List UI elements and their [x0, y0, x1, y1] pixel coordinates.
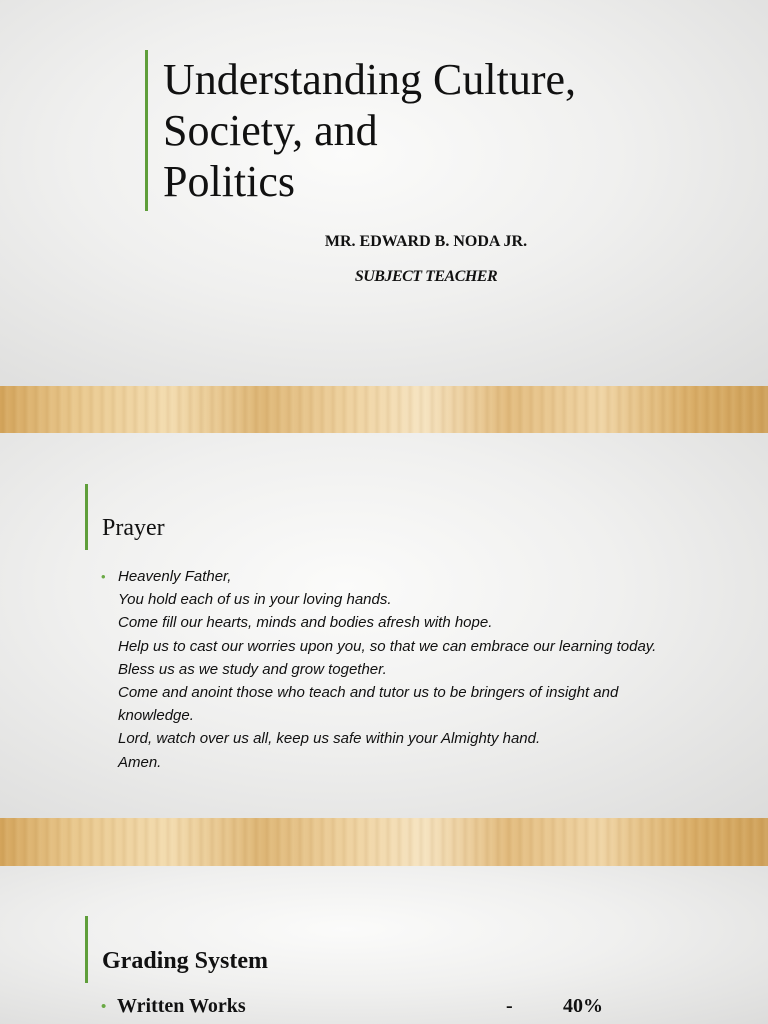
prayer-slide	[0, 433, 768, 818]
grade-item	[101, 995, 661, 1024]
slide-divider	[0, 386, 768, 433]
prayer-text	[101, 565, 721, 774]
title-accent-bar	[145, 50, 148, 211]
title-line: Understanding Culture,	[163, 55, 577, 104]
grading-heading: Grading System	[102, 948, 269, 974]
prayer-line: Help us to cast our worries upon you, so that we can embrace our learning today.	[118, 637, 657, 655]
grading-slide	[0, 866, 768, 1024]
prayer-line: Come fill our hearts, minds and bodies afresh with hope.	[118, 614, 493, 632]
slide-divider	[0, 818, 768, 866]
teacher-role: SUBJECT TEACHER	[354, 268, 498, 285]
title-slide	[0, 0, 768, 386]
bullet-icon: •	[101, 998, 107, 1015]
grade-percent: 40%	[563, 995, 603, 1017]
prayer-accent-bar	[85, 484, 88, 550]
title-line: Society, and	[163, 106, 378, 155]
prayer-line: Amen.	[118, 753, 162, 771]
prayer-heading: Prayer	[102, 515, 165, 541]
presentation-title	[163, 54, 723, 207]
title-line: Politics	[163, 157, 296, 206]
teacher-name: MR. EDWARD B. NODA JR.	[324, 233, 528, 250]
prayer-line: Come and anoint those who teach and tutor us to be bringers of insight and	[118, 684, 619, 702]
grade-separator: -	[506, 995, 513, 1017]
grade-label: Written Works	[117, 995, 246, 1017]
bullet-icon: •	[101, 569, 106, 584]
prayer-line: Lord, watch over us all, keep us safe within your Almighty hand.	[118, 730, 541, 748]
prayer-line: knowledge.	[118, 707, 194, 725]
grading-accent-bar	[85, 916, 88, 983]
prayer-line: Heavenly Father,	[118, 568, 232, 585]
prayer-line: You hold each of us in your loving hands.	[118, 591, 392, 609]
prayer-line: Bless us as we study and grow together.	[118, 660, 387, 678]
